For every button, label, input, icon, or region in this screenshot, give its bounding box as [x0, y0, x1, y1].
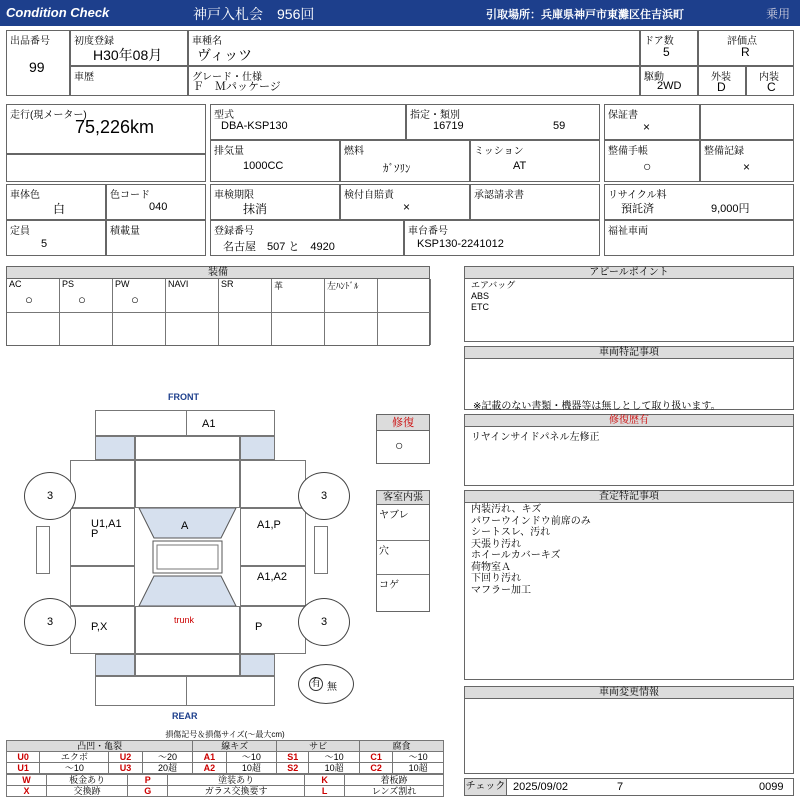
- legend-code: U1: [7, 763, 40, 774]
- legend-code: C2: [359, 763, 392, 774]
- appeal-line: エアバッグ: [471, 280, 516, 290]
- legend-desc: 交換跡: [47, 786, 128, 797]
- legend-desc: 10超: [393, 763, 444, 774]
- fuel-box: [340, 140, 470, 182]
- grade-box: [698, 30, 794, 66]
- legend-desc: 20超: [142, 763, 193, 774]
- assessment-line: ホイールカバーキズ: [471, 550, 561, 561]
- record-value: ×: [743, 160, 751, 174]
- warranty-box: [604, 104, 700, 140]
- reg-label: 初度登録: [74, 36, 114, 47]
- legend-desc: レンズ割れ: [345, 786, 444, 797]
- load-box: [106, 220, 206, 256]
- trunk-label: trunk: [174, 615, 195, 625]
- legend-code: K: [305, 775, 345, 786]
- legend-desc: 10超: [226, 763, 277, 774]
- lot-number: 99: [29, 59, 45, 75]
- equipment-title: 装備: [7, 267, 429, 279]
- model-box: [210, 104, 406, 140]
- appeal-title: アピールポイント: [465, 267, 793, 279]
- mileage-blank: [6, 154, 206, 182]
- interior-box: [376, 490, 430, 612]
- class-value: 59: [553, 120, 566, 132]
- trans-value: AT: [513, 160, 527, 172]
- repair-box: [376, 414, 430, 464]
- check-bar: [464, 778, 794, 796]
- equipment-cell: [219, 279, 272, 345]
- lot-box: [6, 30, 70, 96]
- color-label: 車体色: [10, 190, 40, 201]
- sunroof-outline: [157, 545, 218, 569]
- panel-rear-bumper[interactable]: [95, 676, 275, 706]
- special-title: 車両特記事項: [465, 347, 793, 359]
- trim-box: [188, 66, 640, 96]
- mileage-value: 75,226km: [75, 117, 155, 137]
- panel-label: P,X: [91, 621, 108, 633]
- equipment-cell: [7, 279, 60, 345]
- name-label: 車種名: [192, 36, 222, 47]
- panel-rear-right[interactable]: [240, 654, 275, 676]
- panel-label: A1,A2: [257, 571, 287, 583]
- legend-desc: 板金あり: [47, 775, 128, 786]
- panel-label: A1,P: [257, 519, 281, 531]
- legend-code: C1: [359, 752, 392, 763]
- code-box: [106, 184, 206, 220]
- equipment-name: PS: [62, 279, 75, 289]
- legend-desc: 〜10: [393, 752, 444, 763]
- legend-code: S2: [277, 763, 309, 774]
- interior-burn: コゲ: [379, 580, 399, 591]
- panel-rear-left[interactable]: [95, 654, 135, 676]
- reg-date: H30年08月: [93, 47, 163, 63]
- equipment-cell: [325, 279, 378, 345]
- damage-legend: [6, 730, 444, 796]
- legend-desc: 着板跡: [345, 775, 444, 786]
- check-date: 2025/09/02: [513, 781, 569, 793]
- plate-label: 登録番号: [214, 226, 254, 237]
- equipment-value: ○: [78, 292, 86, 307]
- legend-desc: エクボ: [40, 752, 109, 763]
- tire-rear-right[interactable]: [298, 598, 350, 646]
- panel-rear-center[interactable]: [135, 654, 240, 676]
- history-box: [70, 66, 188, 96]
- legend-code: G: [128, 786, 168, 797]
- model-label: 型式: [214, 110, 234, 121]
- panel-hood[interactable]: [135, 436, 240, 460]
- inspect-label: 車検期限: [214, 190, 254, 201]
- disp-value: 1000CC: [243, 160, 284, 172]
- assessment-line: 天張り汚れ: [471, 538, 521, 550]
- right-mirror[interactable]: [314, 526, 328, 574]
- int-value: C: [767, 80, 776, 94]
- auction-title: 神戸入札会 956回: [193, 6, 315, 22]
- check-id: 0099: [759, 781, 784, 793]
- manual-value: ○: [643, 158, 652, 174]
- panel-front-right-fender[interactable]: [240, 436, 275, 460]
- equipment-cell: [272, 279, 325, 345]
- equipment-cell: [378, 279, 431, 345]
- appeal-line: ABS: [471, 291, 490, 301]
- desig-box: [406, 104, 600, 140]
- manual-box: [604, 140, 700, 182]
- legend-size-table: [6, 740, 444, 774]
- legend-code: A1: [193, 752, 226, 763]
- equipment-cell: [113, 279, 166, 345]
- spare-none: 無: [327, 682, 337, 693]
- legend-code: U2: [109, 752, 142, 763]
- manual-label: 整備手帳: [608, 146, 648, 157]
- history-label: 車歴: [74, 72, 94, 83]
- special-panel: [464, 346, 794, 410]
- trans-box: [470, 140, 600, 182]
- legend-head: サビ: [277, 741, 360, 752]
- appeal-line: ETC: [471, 302, 489, 312]
- panel-right-rear-door[interactable]: [240, 566, 306, 606]
- legend-code: S1: [277, 752, 309, 763]
- grade-label: 評価点: [727, 36, 757, 47]
- chassis-label: 車台番号: [408, 226, 448, 237]
- trim-label: グレード・仕様: [192, 72, 262, 83]
- code-value: 040: [149, 201, 168, 213]
- repair-label: 修復: [377, 415, 429, 431]
- cap-box: [6, 220, 106, 256]
- repair-value: ○: [395, 437, 404, 453]
- desig-label: 指定・類別: [410, 110, 460, 121]
- equipment-name: 左ﾊﾝﾄﾞﾙ: [327, 281, 359, 291]
- assessment-line: パワーウインドウ前席のみ: [471, 515, 591, 527]
- front-label: FRONT: [168, 392, 199, 402]
- insurance-label: 検付自賠責: [344, 190, 394, 201]
- int-box: [746, 66, 794, 96]
- ext-box: [698, 66, 746, 96]
- interior-hole: 穴: [377, 541, 429, 575]
- equipment-value: ○: [131, 292, 139, 307]
- legend-desc: 10超: [309, 763, 360, 774]
- drive-label: 駆動: [644, 72, 664, 83]
- equipment-value: ○: [25, 292, 33, 307]
- code-label: 色コード: [110, 190, 150, 201]
- doors-value: 5: [663, 45, 670, 59]
- divider: [186, 410, 187, 436]
- legend-desc: 〜10: [226, 752, 277, 763]
- legend-head: 腐食: [359, 741, 443, 752]
- header-bar: [0, 0, 800, 26]
- reg-box: [70, 30, 188, 66]
- pickup-location: 引取場所：兵庫県神戸市東灘区住吉浜町: [486, 9, 684, 21]
- assessment-title: 査定特記事項: [465, 491, 793, 503]
- disp-box: [210, 140, 340, 182]
- trim-value: Ｆ Ｍパッケージ: [193, 81, 281, 93]
- panel-label: U1,A1 P: [91, 518, 122, 540]
- desig-value: 16719: [433, 120, 464, 132]
- record-box: [700, 140, 794, 182]
- fuel-label: 燃料: [344, 146, 364, 157]
- rear-window[interactable]: [139, 576, 236, 606]
- legend-code: A2: [193, 763, 226, 774]
- drive-box: [640, 66, 698, 96]
- rear-label: REAR: [172, 711, 198, 721]
- lot-label: 出品番号: [10, 36, 50, 47]
- ext-value: D: [717, 80, 726, 94]
- legend-title: 損傷記号＆損傷サイズ(〜最大cm): [165, 730, 285, 739]
- panel-front-left-door-area[interactable]: [70, 460, 135, 508]
- category-label: 乗用: [766, 7, 791, 21]
- panel-left-rear-door[interactable]: [70, 566, 135, 606]
- repair-history-panel: [464, 414, 794, 486]
- recycle-fee: 9,000円: [711, 203, 750, 215]
- check-label: チェック: [465, 779, 507, 795]
- int-label: 内装: [759, 72, 779, 83]
- approval-label: 承認請求書: [474, 190, 524, 201]
- tire-value: 3: [320, 490, 328, 502]
- legend-type-table: [6, 774, 444, 797]
- disp-label: 排気量: [214, 146, 244, 157]
- equipment-name: 革: [274, 281, 284, 291]
- equipment-name: PW: [115, 279, 130, 289]
- special-note: ※記載のない書類・機器等は無しとして取り扱います。: [473, 401, 721, 412]
- panel-left-front-door[interactable]: [70, 508, 135, 566]
- mileage-box: [6, 104, 206, 154]
- fuel-value: ｶﾞｿﾘﾝ: [383, 163, 411, 175]
- panel-trunk[interactable]: [135, 606, 240, 654]
- plate-value: 名古屋 507 と 4920: [223, 241, 335, 253]
- legend-head: 線キズ: [193, 741, 277, 752]
- warranty-blank: [700, 104, 794, 140]
- warranty-label: 保証書: [608, 110, 638, 121]
- roof-label: A: [181, 520, 189, 532]
- spare-tire[interactable]: [298, 664, 354, 704]
- tire-value: 3: [46, 490, 54, 502]
- warranty-value: ×: [643, 120, 651, 134]
- panel-front-right-door-area[interactable]: [240, 460, 306, 508]
- panel-label: P: [255, 621, 263, 633]
- assessment-line: 内装汚れ、キズ: [471, 504, 542, 515]
- tire-rear-left[interactable]: [24, 598, 76, 646]
- panel-right-front-door[interactable]: [240, 508, 306, 566]
- repair-history-text: リヤインサイドパネル左修正: [471, 432, 600, 443]
- interior-tear: ヤブレ: [377, 505, 429, 541]
- panel-front-left-fender[interactable]: [95, 436, 135, 460]
- assessment-line: シートスレ、汚れ: [471, 527, 551, 538]
- legend-desc: 〜20: [142, 752, 193, 763]
- legend-code: W: [7, 775, 47, 786]
- trans-label: ミッション: [474, 146, 524, 157]
- doors-label: ドア数: [644, 36, 674, 47]
- equipment-name: NAVI: [168, 279, 189, 289]
- recycle-box: [604, 184, 794, 220]
- legend-code: U0: [7, 752, 40, 763]
- spare-present: 有: [311, 678, 321, 689]
- car-name: ヴィッツ: [197, 47, 253, 63]
- legend-code: L: [305, 786, 345, 797]
- legend-head: 凸凹・亀裂: [7, 741, 193, 752]
- panel-label: A1: [202, 418, 216, 430]
- interior-label: 客室内張: [377, 491, 429, 505]
- cap-value: 5: [41, 238, 48, 250]
- color-value: 白: [53, 202, 66, 216]
- equipment-cell: [166, 279, 219, 345]
- name-box: [188, 30, 640, 66]
- ext-label: 外装: [711, 72, 731, 83]
- equipment-name: SR: [221, 279, 234, 289]
- appeal-panel: [464, 266, 794, 342]
- chassis-box: [404, 220, 600, 256]
- tire-value: 3: [320, 616, 328, 628]
- mileage-label: 走行(現メーター): [10, 110, 87, 121]
- approval-box: [470, 184, 600, 220]
- load-label: 積載量: [110, 226, 140, 237]
- legend-code: U3: [109, 763, 142, 774]
- assessment-line: 荷物室Ａ: [471, 561, 511, 573]
- panel-cowl[interactable]: [135, 460, 240, 508]
- equipment-name: AC: [9, 279, 22, 289]
- drive-value: 2WD: [657, 80, 682, 92]
- recycle-label: リサイクル料: [608, 190, 667, 201]
- panel-left-quarter[interactable]: [70, 606, 135, 654]
- chassis-value: KSP130-2241012: [417, 238, 504, 250]
- insurance-value: ×: [403, 200, 411, 214]
- welfare-box: [604, 220, 794, 256]
- tire-front-left[interactable]: [24, 472, 76, 520]
- inspect-value: 抹消: [243, 202, 268, 216]
- equipment-cell: [60, 279, 113, 345]
- check-num: 7: [617, 781, 624, 793]
- divider: [186, 676, 187, 706]
- legend-desc: ガラス交換要す: [168, 786, 305, 797]
- change-panel: [464, 686, 794, 774]
- inspect-box: [210, 184, 340, 220]
- insurance-box: [340, 184, 470, 220]
- color-box: [6, 184, 106, 220]
- cap-label: 定員: [10, 226, 30, 237]
- model-value: DBA-KSP130: [221, 120, 288, 132]
- welfare-label: 福祉車両: [608, 226, 648, 237]
- repair-history-title: 修復歴有: [465, 415, 793, 427]
- tire-value: 3: [46, 616, 54, 628]
- brand-title: Condition Check: [6, 5, 110, 20]
- panel-right-quarter[interactable]: [240, 606, 306, 654]
- grade-value: R: [741, 45, 750, 59]
- legend-desc: 〜10: [40, 763, 109, 774]
- legend-code: X: [7, 786, 47, 797]
- recycle-status: 預託済: [621, 203, 654, 215]
- legend-code: P: [128, 775, 168, 786]
- assessment-panel: [464, 490, 794, 680]
- tire-front-right[interactable]: [298, 472, 350, 520]
- record-label: 整備記録: [704, 146, 744, 157]
- change-title: 車両変更情報: [465, 687, 793, 699]
- panel-front-bumper[interactable]: [95, 410, 275, 436]
- legend-desc: 塗装あり: [168, 775, 305, 786]
- assessment-line: マフラー加工: [471, 584, 531, 596]
- plate-box: [210, 220, 404, 256]
- doors-box: [640, 30, 698, 66]
- legend-desc: 〜10: [309, 752, 360, 763]
- equipment-panel: [6, 266, 430, 346]
- left-mirror[interactable]: [36, 526, 50, 574]
- assessment-line: 下回り汚れ: [471, 573, 521, 584]
